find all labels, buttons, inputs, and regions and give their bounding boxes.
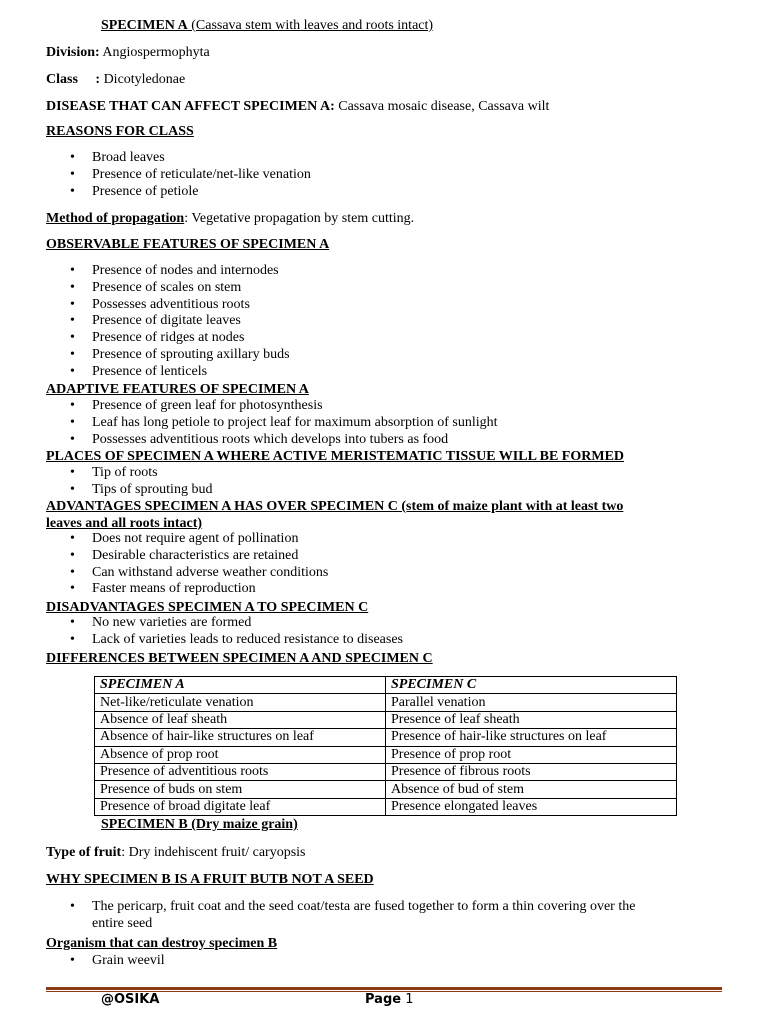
fruit-type-value: : Dry indehiscent fruit/ caryopsis (121, 845, 306, 860)
organism-list (70, 953, 165, 970)
footer-page-label: Page (365, 992, 402, 1007)
disease-line (46, 98, 549, 115)
division-value: Angiospermophyta (99, 45, 210, 60)
reasons-heading: REASONS FOR CLASS (46, 124, 194, 139)
list-item: • Tip of roots (70, 465, 212, 482)
table-row (95, 694, 677, 711)
footer-page-number: 1 (405, 992, 414, 1007)
specimen-b-title: SPECIMEN B (Dry maize grain) (101, 817, 298, 832)
disadvantages-list (70, 615, 403, 649)
list-item: • Does not require agent of pollination (70, 531, 328, 548)
disease-value: Cassava mosaic disease, Cassava wilt (334, 99, 550, 114)
table-row (95, 798, 677, 815)
list-item: • Presence of sprouting axillary buds (70, 347, 290, 364)
list-item: • Presence of reticulate/net-like venation (70, 167, 311, 184)
list-item: • Presence of ridges at nodes (70, 330, 290, 347)
list-item: • Presence of petiole (70, 184, 311, 201)
list-item: • Possesses adventitious roots (70, 297, 290, 314)
list-item: • Broad leaves (70, 150, 311, 167)
propagation-value: : Vegetative propagation by stem cutting. (184, 211, 415, 226)
fruit-type-line (46, 844, 305, 861)
differences-table (94, 676, 677, 816)
table-cell: Net-like/reticulate venation (95, 694, 386, 711)
observable-heading: OBSERVABLE FEATURES OF SPECIMEN A (46, 237, 330, 252)
differences-heading: DIFFERENCES BETWEEN SPECIMEN A AND SPECIMEN C (46, 651, 433, 666)
disadvantages-heading: DISADVANTAGES SPECIMEN A TO SPECIMEN C (46, 600, 369, 615)
observable-list (70, 263, 290, 381)
list-item: • Presence of nodes and internodes (70, 263, 290, 280)
meristem-list (70, 465, 212, 499)
class-line (46, 71, 185, 88)
class-value: Dicotyledonae (100, 72, 186, 87)
meristem-heading: PLACES OF SPECIMEN A WHERE ACTIVE MERISTEMATIC TISSUE WILL BE FORMED (46, 449, 625, 464)
table-header-cell: SPECIMEN C (386, 677, 677, 694)
table-header-cell: SPECIMEN A (95, 677, 386, 694)
table-cell: Presence of broad digitate leaf (95, 798, 386, 815)
table-cell: Presence of buds on stem (95, 781, 386, 798)
list-item: • No new varieties are formed (70, 615, 403, 632)
why-fruit-list (70, 899, 635, 933)
division-line (46, 44, 210, 61)
list-item: • Leaf has long petiole to project leaf for maximum absorption of sunlight (70, 415, 498, 432)
list-item (70, 899, 635, 933)
footer-page (365, 992, 414, 1008)
table-row (95, 729, 677, 746)
list-item: • Presence of green leaf for photosynthesis (70, 398, 498, 415)
adaptive-list (70, 398, 498, 448)
adaptive-heading: ADAPTIVE FEATURES OF SPECIMEN A (46, 382, 309, 397)
table-cell: Presence elongated leaves (386, 798, 677, 815)
list-item: • Possesses adventitious roots which develops into tubers as food (70, 432, 498, 449)
table-row (95, 711, 677, 728)
table-cell: Presence of prop root (386, 746, 677, 763)
table-cell: Absence of bud of stem (386, 781, 677, 798)
list-item: • Presence of lenticels (70, 364, 290, 381)
division-label: Division: (46, 45, 100, 60)
list-item: • Tips of sprouting bud (70, 482, 212, 499)
list-item: • Faster means of reproduction (70, 581, 328, 598)
footer-rule-thick (46, 987, 722, 990)
organism-heading: Organism that can destroy specimen B (46, 936, 278, 951)
class-label: Class : (46, 72, 101, 87)
footer-author: @OSIKA (101, 992, 160, 1007)
reasons-list (70, 150, 311, 200)
table-cell: Presence of hair-like structures on leaf (386, 729, 677, 746)
why-fruit-line2: entire seed (92, 915, 153, 931)
list-item: • Presence of scales on stem (70, 280, 290, 297)
why-fruit-line1: The pericarp, fruit coat and the seed coat/testa are fused together to form a thin covering over the (92, 899, 636, 914)
table-cell: Presence of fibrous roots (386, 763, 677, 780)
propagation-label: Method of propagation (46, 211, 185, 226)
list-item: • Can withstand adverse weather conditions (70, 565, 328, 582)
why-fruit-heading: WHY SPECIMEN B IS A FRUIT BUTB NOT A SEED (46, 872, 374, 887)
list-item: • Lack of varieties leads to reduced resistance to diseases (70, 632, 403, 649)
list-item: • Desirable characteristics are retained (70, 548, 328, 565)
table-cell: Presence of leaf sheath (386, 711, 677, 728)
table-header-row (95, 677, 677, 694)
table-cell: Absence of leaf sheath (95, 711, 386, 728)
advantages-heading-line2: leaves and all roots intact) (46, 516, 203, 531)
list-item: • Grain weevil (70, 953, 165, 970)
table-cell: Presence of adventitious roots (95, 763, 386, 780)
table-cell: Absence of prop root (95, 746, 386, 763)
specimen-a-title-rest: (Cassava stem with leaves and roots intact) (187, 18, 434, 33)
table-row (95, 781, 677, 798)
list-item: • Presence of digitate leaves (70, 313, 290, 330)
disease-label: DISEASE THAT CAN AFFECT SPECIMEN A: (46, 99, 335, 114)
propagation-line (46, 210, 414, 227)
table-cell: Parallel venation (386, 694, 677, 711)
table-row (95, 763, 677, 780)
table-cell: Absence of hair-like structures on leaf (95, 729, 386, 746)
advantages-list (70, 531, 328, 598)
specimen-a-title-bold: SPECIMEN A (101, 18, 188, 33)
fruit-type-label: Type of fruit (46, 845, 122, 860)
table-row (95, 746, 677, 763)
specimen-a-title (101, 17, 433, 34)
advantages-heading-line1: ADVANTAGES SPECIMEN A HAS OVER SPECIMEN C (stem of maize plant with at least two (46, 499, 624, 514)
